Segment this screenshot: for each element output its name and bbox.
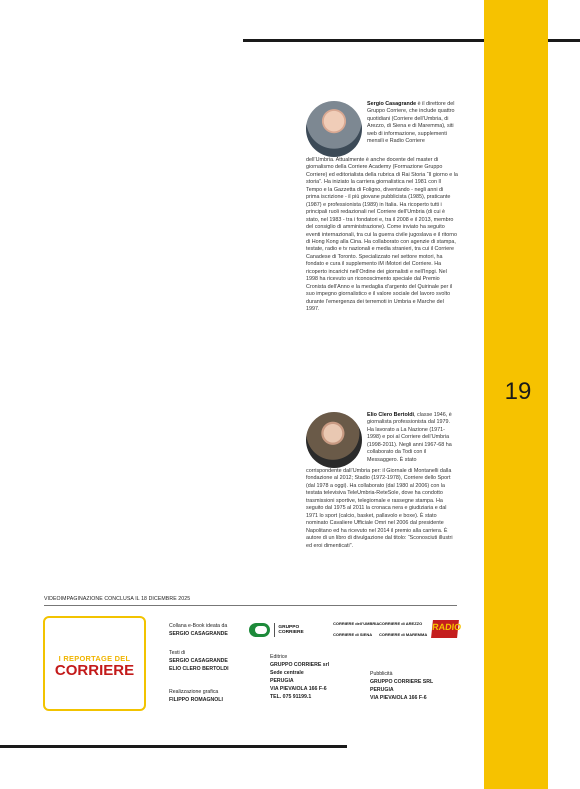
bio-body-text: dell’Umbria. Attualmente è anche docente del master di giornalismo della Corriere Academy (Formazione Gruppo Corriere) ed editorialista della rubrica di Rai Storia “Il giorno e la storia”. Ha iniziato la carriera giornalistica nel 1981 con Il Tempo e la Gazzetta di Foligno, diventando - negli anni di prima iscrizione - il più giovane pubblicista (1985), praticante (1987) e professionista (1989) in Italia. Ha ricoperto tutti i principali ruoli redazionali nel Corriere dell’Umbria (di cui è stato, nel 1983 - tra i fondatori e, tra il 2008 e il 2013, membro del consiglio di amministrazione). Come inviato ha seguito eventi internazionali, tra cui la guerra civile jugoslava e il ritorno di Hong Kong alla Cina. Ha collaborato con agenzie di stampa, testate, radio e tv nazionali e media stranieri, tra cui il Corriere Canadese di Toronto. Specializzato nel settore motori, ha fondato e cura il supplemento iM iMotori del Corriere. Ha ricoperto incarichi nell’Ordine dei giornalisti e nell’Inpgi. Nel 1998 ha ricevuto un riconoscimento speciale dal Premio Cronista dell’Anno e la medaglia d’argento del Quirinale per il suo impegno giornalistico e il valore sociale del lavoro svolto durante l’emergenza dei terremoti in Umbria e Marche del 1997. — [306, 157, 458, 313]
series-logo-main: CORRIERE — [54, 662, 135, 679]
colophon-editrice: Editrice GRUPPO CORRIERE srl Sede centrale PERUGIA VIA PIEVAIOLA 166 F-6 TEL. 075 91199.1 — [270, 654, 330, 700]
paper-logo: CORRIERE di AREZZO — [379, 621, 423, 626]
top-rule-right — [548, 39, 580, 42]
paper-logo: CORRIERE dell’UMBRIA — [333, 621, 380, 626]
radio-corriere-logo: RADIO — [431, 620, 459, 638]
bio-name: Elio Clero Bertoldi — [367, 412, 415, 418]
gruppo-corriere-logo-text: GRUPPO CORRIERE — [278, 625, 304, 635]
colophon-testi: Testi di SERGIO CASAGRANDE ELIO CLERO BERTOLDI — [169, 650, 229, 672]
series-logo — [43, 616, 146, 711]
bio-sergio-casagrande — [306, 101, 458, 314]
paper-logo: CORRIERE di SIENA — [333, 632, 373, 637]
portrait-sergio-casagrande — [306, 101, 362, 157]
colophon-grafica: Realizzazione grafica FILIPPO ROMAGNOLI — [169, 689, 223, 703]
colophon-collana: Collana e-Book ideata da SERGIO CASAGRANDE — [169, 623, 228, 637]
bio-lead-text: , classe 1946, è giornalista professionista dal 1979. Ha lavorato a La Nazione (1971-1998) e poi al Corriere dell’Umbria (1998-2011). Negli anni 1967-68 ha collaborato da Todi con il Messaggero. È stato — [367, 412, 452, 463]
gruppo-corriere-mark-icon — [249, 623, 270, 637]
newspaper-logos — [333, 621, 428, 637]
bio-elio-clero-bertoldi — [306, 412, 458, 550]
colophon-pubblicita: Pubblicità GRUPPO CORRIERE SRL PERUGIA VIA PIEVAIOLA 166 F-6 — [370, 671, 434, 701]
bio-name: Sergio Casagrande — [367, 101, 417, 107]
colophon-divider — [44, 605, 457, 606]
bio-lead-text: è il direttore del Gruppo Corriere, che include quattro quotidiani (Corriere dell’Umbria, di Arezzo, di Siena e di Maremma), siti web di informazione, supplementi mensili e Radio Corriere — [367, 101, 455, 145]
top-rule — [243, 39, 484, 42]
bottom-rule — [0, 745, 347, 748]
gruppo-corriere-logo — [249, 622, 319, 638]
portrait-elio-clero-bertoldi — [306, 412, 362, 468]
page-number: 19 — [504, 378, 532, 405]
bio-body-text: corrispondente dall’Umbria per: il Giornale di Montanelli dalla fondazione al 2012; Stadio (1972-1978), Corriere dello Sport (dal 1978 a oggi). Ha collaborato (dal 1980 al 2006) con la testata televisiva TeleUmbria-ReteSole, dove ha condotto trasmissioni sportive, telegiornale e rassegne stampa. Ha seguito dal 1975 al 2011 la cronaca nera e giudiziaria e dal 1971 lo sport (calcio, basket, pallavolo e boxe). È stato nominato Cavaliere Ufficiale Omri nel 2006 dal presidente Napolitano ed ha ricevuto nel 2014 il premio alla carriera. È autore di un libro di divulgazione dal titolo: “Sconosciuti illustri ed eroi dimenticati”. — [306, 468, 453, 549]
colophon-title: VIDEOIMPAGINAZIONE CONCLUSA IL 18 DICEMBRE 2025 — [44, 596, 191, 602]
radio-corriere-logo-sub: CORRIERE TV — [436, 635, 454, 638]
paper-logo: CORRIERE di MAREMMA — [379, 632, 428, 637]
series-logo-top: I REPORTAGE DEL — [58, 654, 131, 663]
